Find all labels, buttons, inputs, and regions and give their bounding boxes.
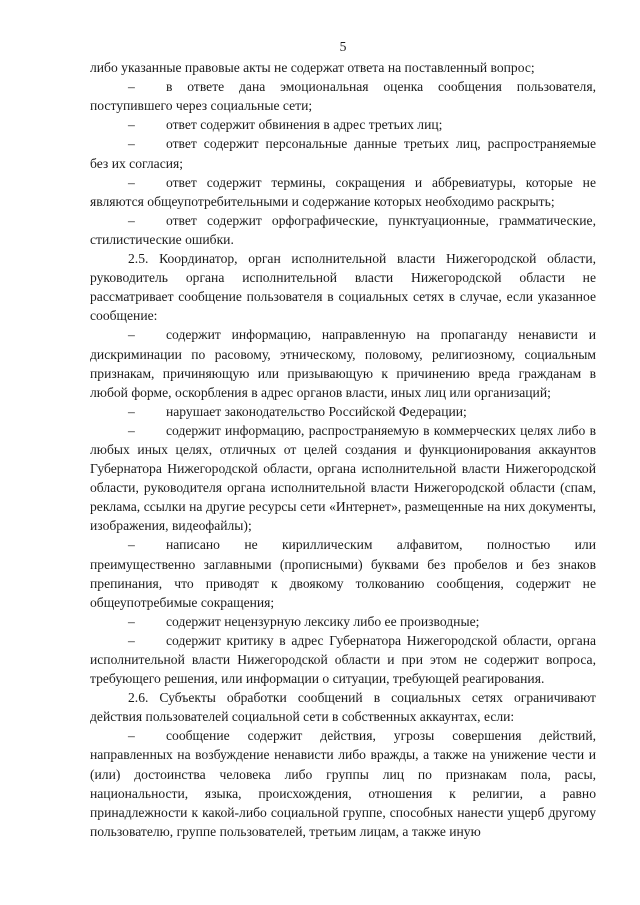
- list-dash: –: [128, 613, 135, 629]
- paragraph-text: написано не кириллическим алфавитом, полностью или преимущественно заглавными (прописными) буквами без пробелов и без знаков препинания, что приводят к двоякому толкованию сообщения, содержит не общеупотребимые сокращения;: [90, 537, 596, 610]
- list-item: [90, 631, 596, 688]
- list-item: [90, 173, 596, 211]
- continued-paragraph: [90, 58, 596, 77]
- paragraph-text: либо указанные правовые акты не содержат ответа на поставленный вопрос;: [90, 60, 535, 76]
- paragraph-text: 2.6. Субъекты обработки сообщений в социальных сетях ограничивают действия пользователей социальной сети в собственных аккаунтах, если:: [90, 690, 596, 725]
- paragraph-text: ответ содержит термины, сокращения и аббревиатуры, которые не являются общеупотребительными и содержание которых необходимо раскрыть;: [90, 174, 596, 209]
- page-number: 5: [339, 39, 347, 54]
- paragraph-text: содержит нецензурную лексику либо ее производные;: [166, 613, 480, 629]
- list-dash: –: [128, 422, 135, 438]
- paragraph-text: ответ содержит орфографические, пунктуационные, грамматические, стилистические ошибки.: [90, 212, 596, 247]
- list-item: [90, 402, 596, 421]
- section-paragraph: [90, 688, 596, 726]
- list-item: [90, 726, 596, 841]
- paragraph-text: ответ содержит персональные данные третьих лиц, распространяемые без их согласия;: [90, 136, 596, 171]
- list-item: [90, 325, 596, 401]
- list-item: [90, 134, 596, 172]
- list-dash: –: [128, 537, 135, 553]
- list-item: [90, 211, 596, 249]
- paragraph-text: содержит информацию, направленную на пропаганду ненависти и дискриминации по расовому, этническому, половому, религиозному, социальным признакам, причиняющую или призывающую к причинению вреда гражданам в любой форме, оскорбления в адрес органов власти, иных лиц или организаций;: [90, 327, 596, 400]
- document-body: [90, 58, 596, 841]
- list-item: [90, 115, 596, 134]
- section-paragraph: [90, 249, 596, 325]
- list-dash: –: [128, 327, 135, 343]
- paragraph-text: ответ содержит обвинения в адрес третьих лиц;: [166, 117, 443, 133]
- list-dash: –: [128, 117, 135, 133]
- list-item: [90, 612, 596, 631]
- paragraph-text: содержит информацию, распространяемую в коммерческих целях либо в любых иных целях, отличных от целей создания и функционирования аккаунтов Губернатора Нижегородской области, органа исполнительной власти Нижегородской области, руководителя органа исполнительной власти Нижегородской области (спам, реклама, ссылки на другие ресурсы сети «Интернет», размещенные на них документы, изображения, видеофайлы);: [90, 422, 596, 534]
- list-item: [90, 421, 596, 536]
- paragraph-text: нарушает законодательство Российской Федерации;: [166, 403, 467, 419]
- list-item: [90, 535, 596, 611]
- paragraph-text: 2.5. Координатор, орган исполнительной власти Нижегородской области, руководитель органа исполнительной власти Нижегородской области не рассматривает сообщение пользователя в социальных сетях в случае, если указанное сообщение:: [90, 251, 596, 324]
- list-dash: –: [128, 728, 135, 744]
- list-dash: –: [128, 79, 135, 95]
- list-dash: –: [128, 174, 135, 190]
- list-item: [90, 77, 596, 115]
- list-dash: –: [128, 632, 135, 648]
- paragraph-text: сообщение содержит действия, угрозы совершения действий, направленных на возбуждение ненависти либо вражды, а также на унижение чести и (или) достоинства человека либо группы лиц по признакам пола, расы, национальности, языка, происхождения, отношения к религии, а равно принадлежности к какой-либо социальной группе, способных нанести ущерб другому пользователю, группе пользователей, третьим лицам, а также иную: [90, 728, 596, 839]
- list-dash: –: [128, 403, 135, 419]
- paragraph-text: в ответе дана эмоциональная оценка сообщения пользователя, поступившего через социальные сети;: [90, 79, 596, 114]
- list-dash: –: [128, 212, 135, 228]
- paragraph-text: содержит критику в адрес Губернатора Нижегородской области, органа исполнительной власти Нижегородской области и при этом не содержит вопроса, требующего решения, или информации о ситуации, требующей реагирования.: [90, 632, 596, 687]
- list-dash: –: [128, 136, 135, 152]
